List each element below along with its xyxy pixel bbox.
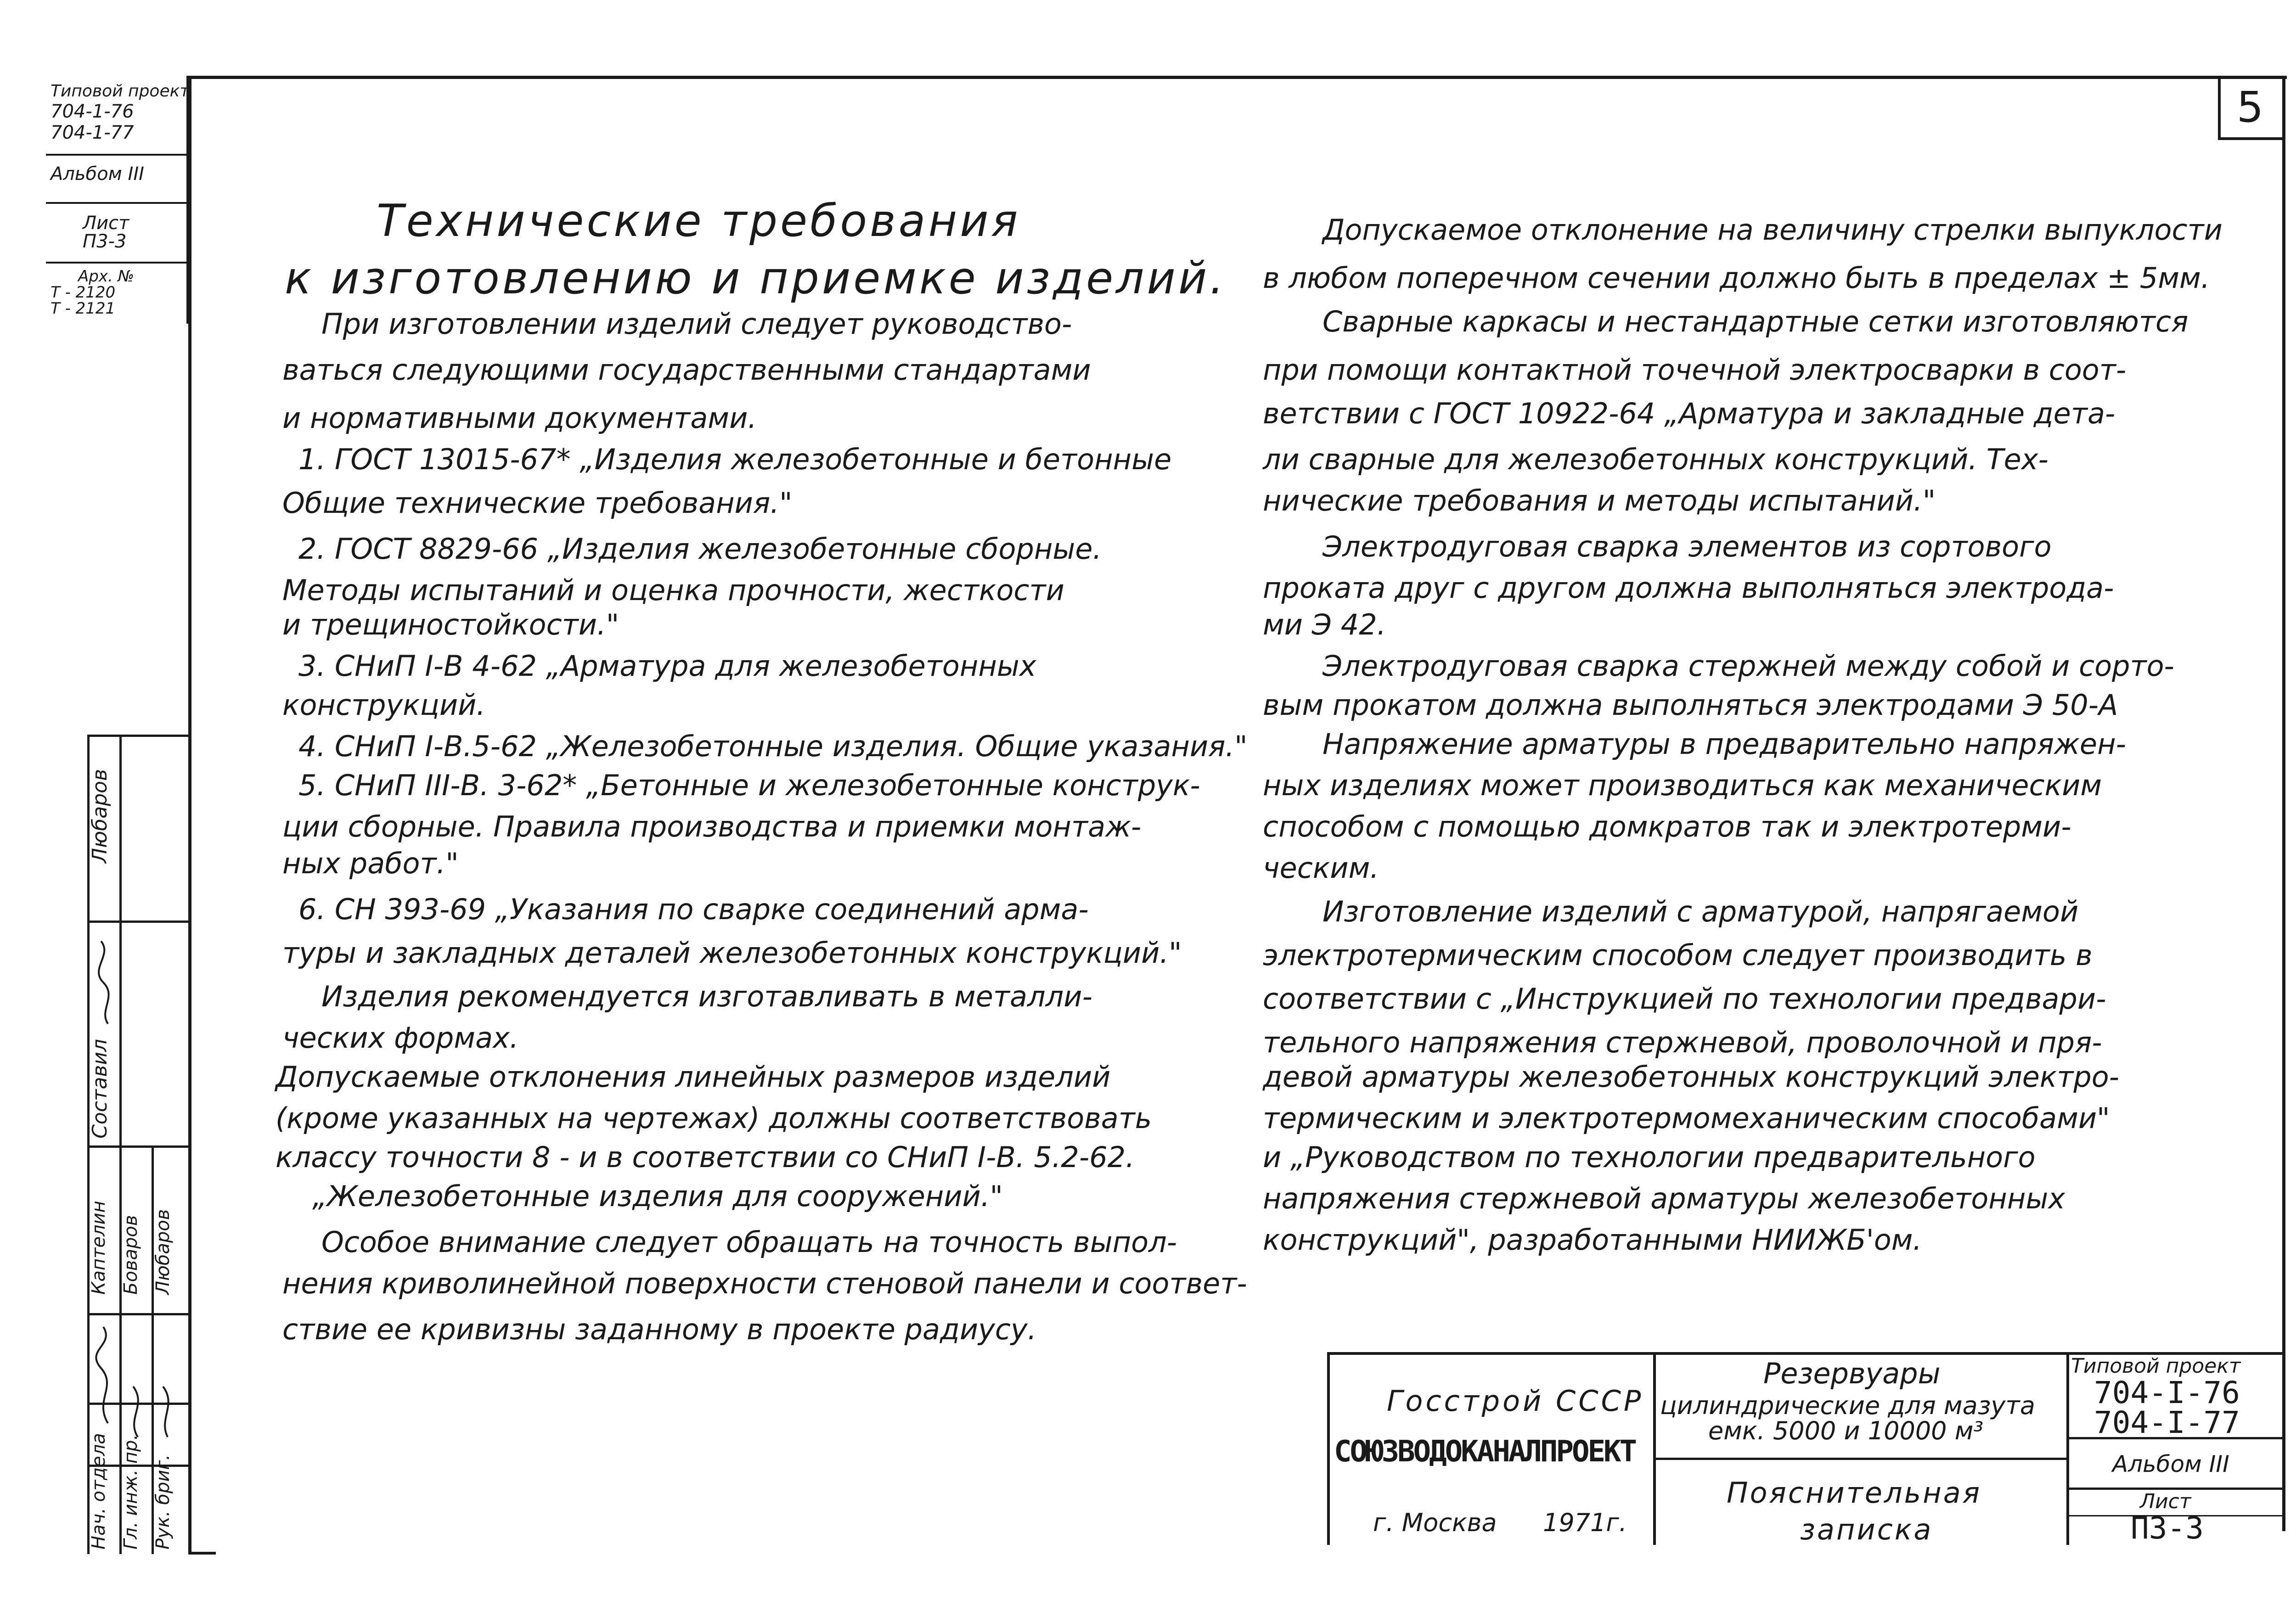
- title-block-project-label: Типовой проект: [2071, 1354, 2241, 1378]
- left-text-line: 5. СНиП III-В. 3-62* „Бетонные и железобетонные конструк-: [298, 769, 1200, 802]
- stamp-divider: [46, 202, 188, 204]
- left-text-line: (кроме указанных на чертежах) должны соответствовать: [276, 1101, 1152, 1135]
- right-text-line: вым прокатом должна выполняться электродами Э 50-А: [1263, 688, 2118, 722]
- right-text-line: ческим.: [1263, 851, 1379, 885]
- left-text-line: ствие ее кривизны заданному в проекте радиусу.: [282, 1313, 1037, 1346]
- frame-bottom-mark: [188, 1552, 216, 1555]
- stamp-project-1: 704-1-76: [51, 101, 134, 122]
- stamp-arch-label: Арх. №: [78, 267, 134, 286]
- right-text-line: электротермическим способом следует производить в: [1263, 938, 2093, 972]
- left-text-line: 1. ГОСТ 13015-67* „Изделия железобетонные и бетонные: [298, 443, 1172, 476]
- right-text-line: Допускаемое отклонение на величину стрелки выпуклости: [1322, 213, 2223, 247]
- signature-role-2: Гл. инж. пр.: [120, 1434, 141, 1549]
- title-block-project-2: 704-I-77: [2094, 1405, 2240, 1440]
- left-text-line: нения криволинейной поверхности стеновой панели и соответ-: [282, 1267, 1247, 1300]
- right-text-line: ных изделиях может производиться как механическим: [1263, 769, 2102, 802]
- right-text-line: термическим и электротермомеханическим способами": [1263, 1101, 2110, 1135]
- right-text-line: тельного напряжения стержневой, проволочной и пря-: [1263, 1026, 2102, 1059]
- frame-left-border: [188, 76, 191, 1554]
- right-text-line: Сварные каркасы и нестандартные сетки изготовляются: [1322, 305, 2189, 338]
- title-block-city: г. Москва: [1373, 1508, 1497, 1537]
- left-text-line: туры и закладных деталей железобетонных конструкций.": [282, 936, 1182, 970]
- title-block-org: Госстрой СССР: [1387, 1384, 1644, 1418]
- signature-compiled-label: Составил: [88, 1039, 112, 1139]
- right-text-line: конструкций", разработанными НИИЖБ'ом.: [1263, 1223, 1922, 1257]
- title-block-left-border: [1327, 1352, 1330, 1545]
- signature-compiled-name: Любаров: [88, 769, 112, 863]
- title-block-doc-line-1: Пояснительная: [1727, 1476, 1982, 1510]
- frame-top-border: [188, 76, 2287, 79]
- left-text-line: 6. СН 393-69 „Указания по сварке соединений арма-: [298, 893, 1089, 926]
- left-text-line: Допускаемые отклонения линейных размеров изделий: [276, 1060, 1111, 1094]
- right-text-line: ми Э 42.: [1263, 608, 1386, 641]
- title-block-sheet: П3-3: [2131, 1510, 2204, 1546]
- left-text-line: ных работ.": [282, 847, 459, 880]
- left-text-line: Методы испытаний и оценка прочности, жесткости: [282, 573, 1064, 607]
- right-text-line: способом с помощью домкратов так и электротерми-: [1263, 810, 2071, 843]
- frame-right-border: [2282, 76, 2285, 1531]
- left-text-line: Общие технические требования.": [282, 486, 793, 520]
- title-block-org-name: СОЮЗВОДОКАНАЛПРОЕКТ: [1334, 1435, 1636, 1469]
- stamp-project-2: 704-1-77: [51, 122, 134, 143]
- right-text-line: Электродуговая сварка элементов из сортового: [1322, 530, 2052, 563]
- stamp-arch-2: Т - 2121: [51, 299, 116, 318]
- left-text-line: 3. СНиП I-В 4-62 „Арматура для железобетонных: [298, 649, 1036, 683]
- signature-name-3: Любаров: [152, 1209, 174, 1295]
- stamp-project-label: Типовой проект: [51, 82, 190, 101]
- right-text-line: и „Руководством по технологии предварительного: [1263, 1140, 2036, 1174]
- right-text-line: нические требования и методы испытаний.": [1263, 484, 1936, 517]
- title-block-year: 1971г.: [1543, 1508, 1627, 1537]
- right-text-line: проката друг с другом должна выполняться электрода-: [1263, 571, 2114, 605]
- right-text-line: в любом поперечном сечении должно быть в пределах ± 5мм.: [1263, 261, 2210, 295]
- title-block-divider: [1653, 1352, 1656, 1545]
- page-number: 5: [2236, 83, 2264, 132]
- title-block-object-line-3: емк. 5000 и 10000 м³: [1708, 1416, 1984, 1445]
- right-text-line: ветствии с ГОСТ 10922-64 „Арматура и закладные дета-: [1263, 397, 2116, 430]
- right-text-line: ли сварные для железобетонных конструкций. Тех-: [1263, 443, 2048, 476]
- right-text-line: напряжения стержневой арматуры железобетонных: [1263, 1182, 2065, 1215]
- signature-name-2: Боваров: [120, 1215, 141, 1295]
- stamp-sheet-value: П3-3: [83, 231, 127, 252]
- left-text-line: конструкций.: [282, 688, 486, 722]
- stamp-sheet-label: Лист: [83, 213, 129, 234]
- right-text-line: девой арматуры железобетонных конструкций электро-: [1263, 1060, 2120, 1094]
- title-block-object-line-1: Резервуары: [1763, 1357, 1941, 1390]
- stamp-arch-1: Т - 2120: [51, 283, 116, 302]
- right-text-line: при помощи контактной точечной электросварки в соот-: [1263, 353, 2127, 387]
- title-block-object-line-2: цилиндрические для мазута: [1660, 1391, 2035, 1420]
- signature-role-1: Нач. отдела: [88, 1433, 109, 1549]
- title-block-project-1: 704-I-76: [2094, 1375, 2240, 1410]
- left-text-line: ции сборные. Правила производства и приемки монтаж-: [282, 810, 1142, 843]
- left-text-line: и нормативными документами.: [282, 401, 757, 435]
- right-text-line: Изготовление изделий с арматурой, напрягаемой: [1322, 895, 2079, 928]
- left-text-line: Особое внимание следует обращать на точность выпол-: [321, 1225, 1177, 1259]
- title-block-album: Альбом III: [2112, 1451, 2229, 1477]
- document-title-line-2: к изготовлению и приемке изделий.: [285, 253, 1227, 304]
- left-text-line: 4. СНиП I-В.5-62 „Железобетонные изделия. Общие указания.": [298, 730, 1248, 763]
- title-block-sheet-label: Лист: [2140, 1490, 2191, 1513]
- left-text-line: Изделия рекомендуется изготавливать в металли-: [321, 980, 1092, 1013]
- left-text-line: „Железобетонные изделия для сооружений.": [312, 1179, 1003, 1213]
- handwritten-signatures: [90, 872, 186, 1552]
- left-text-line: При изготовлении изделий следует руководство-: [321, 307, 1072, 341]
- title-block-divider: [1653, 1458, 2066, 1460]
- left-text-line: и трещиностойкости.": [282, 608, 619, 641]
- stamp-divider: [46, 154, 188, 156]
- stamp-album: Альбом III: [51, 163, 144, 185]
- left-text-line: 2. ГОСТ 8829-66 „Изделия железобетонные сборные.: [298, 532, 1102, 566]
- left-text-line: классу точности 8 - и в соответствии со СНиП I-В. 5.2-62.: [276, 1140, 1135, 1174]
- stamp-divider: [46, 262, 188, 264]
- right-text-line: соответствии с „Инструкцией по технологии предвари-: [1263, 982, 2106, 1016]
- right-text-line: Электродуговая сварка стержней между собой и сорто-: [1322, 649, 2174, 683]
- signature-name-1: Каптелин: [88, 1201, 109, 1295]
- title-block-doc-line-2: записка: [1800, 1513, 1933, 1546]
- document-title-line-1: Технические требования: [377, 195, 1021, 247]
- right-text-line: Напряжение арматуры в предварительно напряжен-: [1322, 727, 2126, 761]
- signature-role-3: Рук. бриг.: [152, 1454, 174, 1549]
- left-text-line: ческих формах.: [282, 1021, 519, 1055]
- left-text-line: ваться следующими государственными стандартами: [282, 353, 1091, 387]
